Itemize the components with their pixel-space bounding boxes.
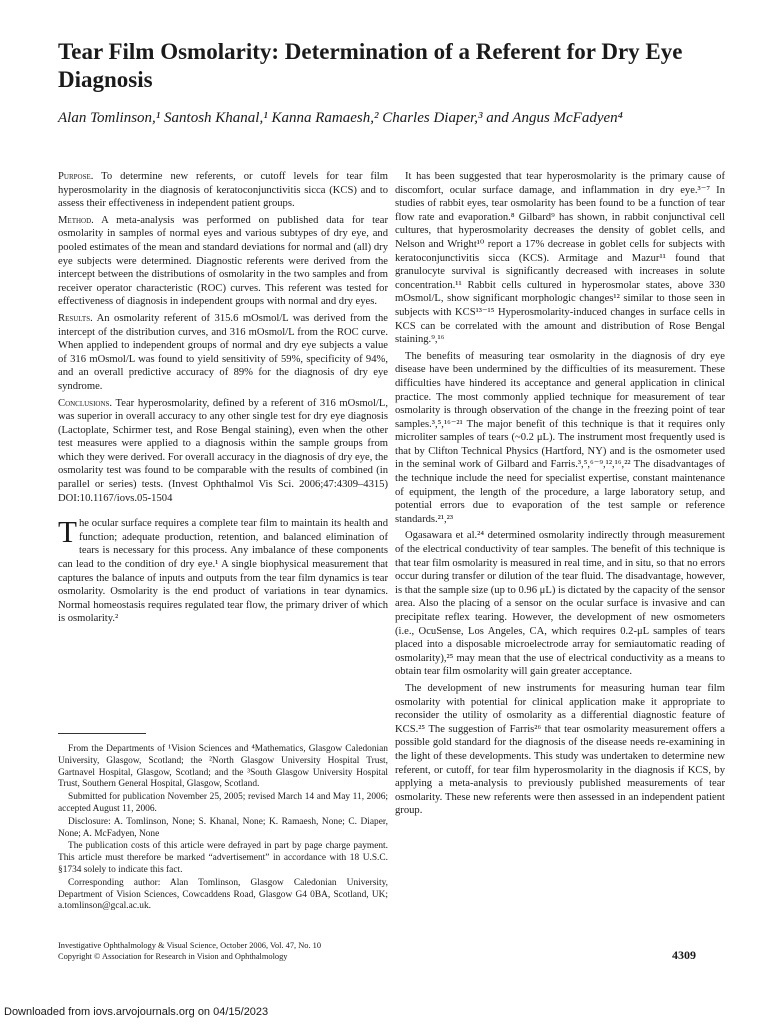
- intro-paragraph: [58, 514, 388, 626]
- right-column: [395, 170, 725, 821]
- abstract-text: Tear hyperosmolarity, defined by a referent of 316 mOsmol/L, was superior in overall accuracy to any other single test for dry eye diagnosis (Lactoplate, Schirmer test, and Rose Bengal staining), even when the other test measures were applied to a diagnosis within the sample groups from which they were derived. For overall accuracy in the diagnosis of dry eye, the osmolarity test was found to be comparable with the results of combined (in parallel or series) tests. (Invest Ophthalmol Vis Sci. 2006;47:4309–4315) DOI:10.1167/iovs.05-1504: [58, 397, 388, 504]
- journal-info: [58, 940, 388, 962]
- abstract-label: Purpose.: [58, 171, 94, 182]
- footnote-corresponding-author: Corresponding author: Alan Tomlinson, Glasgow Caledonian University, Department of Vision Sciences, Cowcaddens Road, Glasgow G4 0BA, Scotland, UK; a.tomlinson@gcal.ac.uk.: [58, 877, 388, 912]
- author-list: Alan Tomlinson,¹ Santosh Khanal,¹ Kanna Ramaesh,² Charles Diaper,³ and Angus McFadyen⁴: [58, 110, 623, 126]
- abstract-label: Method.: [58, 214, 94, 226]
- article-title: Tear Film Osmolarity: Determination of a Referent for Dry Eye Diagnosis: [58, 39, 683, 92]
- body-paragraph: Ogasawara et al.²⁴ determined osmolarity indirectly through measurement of the electrical conductivity of tear samples. The benefit of this technique is that tear film osmolarity is measured in real time, and in situ, so that no errors occur during transfer or dilution of the tear fluid. The disadvantage, however, is that the sample size (up to 0.96 μL) is dictated by the capacity of the sensor area. Also the placing of a sensor on the ocular surface is invasive and can precipitate reflex tearing. However, the development of new osmometers (i.e., OcuSense, Los Angeles, CA, which requires 0.2-μL samples of tears placed into a disposable microelectrode array for semiautomatic reading of osmolarity),²⁵ may mean that the use of electrical conductivity as a means to obtain tear film osmolarity will gain greater acceptance.: [395, 530, 725, 678]
- abstract-text: To determine new referents, or cutoff levels for tear film hyperosmolarity in the diagnosis of keratoconjunctivitis sicca (KCS) and to assess their effectiveness in independent patient groups.: [58, 171, 388, 210]
- footnote-disclosure: Disclosure: A. Tomlinson, None; S. Khanal, None; K. Ramaesh, None; C. Diaper, None; A. McFadyen, None: [58, 816, 388, 839]
- body-paragraph: The benefits of measuring tear osmolarity in the diagnosis of dry eye disease have been undermined by the difficulties of its measurement. These difficulties have hindered its acceptance and general application in clinical practice. The most commonly applied technique for measurement of tear osmolarity is through observation of the change in the freezing point of tear samples.³,⁵,¹⁶⁻²¹ The major benefit of this technique is that it requires only microliter samples of tears (~0.2 μL). The instrument most frequently used is that by Clifton Technical Physics (Hartford, NY) and is the osmometer used in the seminal work of Gilbard and Farris.³,⁵,⁶⁻⁹,¹²,¹⁶,²² The disadvantages of the technique include the need for specialist expertise, constant maintenance of equipment, the length of the procedure, a large laboratory setup, and potential errors due to evaporation of the test sample or reference standards.²¹,²³: [395, 350, 725, 525]
- left-column: [58, 170, 388, 629]
- body-paragraph: It has been suggested that tear hyperosmolarity is the primary cause of discomfort, ocular surface damage, and inflammation in dry eye.³⁻⁷ In studies of rabbit eyes, tear osmolarity has been found to be a function of tear flow rate and evaporation.⁸ Gilbard⁹ has shown, in rabbit conjunctival cell cultures, that hyperosmolarity decreases the density of goblet cells, and Nelson and Wright¹⁰ report a 17% decrease in goblet cells for subjects with keratoconjunctivitis sicca (KCS). Armitage and Mazur¹¹ found that granulocyte survival is significantly decreased with increases in solute concentration.¹¹ Rabbit cells cultured in hyperosmolar states, above 330 mOsmol/L, show significant morphologic changes¹² similar to those seen in subjects with KCS¹³⁻¹⁵ Hyperosmolarity-induced changes in surface cells in KCS can be correlated with the amount and distribution of Rose Bengal staining.⁹,¹⁶: [395, 171, 725, 346]
- abstract-method: [58, 214, 388, 309]
- journal-copyright: Copyright © Association for Research in Vision and Ophthalmology: [58, 952, 288, 961]
- footnote-affiliations: From the Departments of ¹Vision Sciences and ⁴Mathematics, Glasgow Caledonian University, Glasgow, Scotland; the ²North Glasgow University Hospital Trust, Gartnavel Hospital, Glasgow, Scotland; and the ³South Glasgow University Hospital Trust, Southern General Hospital, Glasgow, Scotland.: [58, 744, 388, 790]
- footnote-costs: The publication costs of this article were defrayed in part by page charge payment. This article must therefore be marked “advertisement” in accordance with 18 U.S.C. §1734 solely to indicate this fact.: [58, 841, 388, 875]
- page-number: 4309: [672, 948, 696, 962]
- drop-cap: T: [58, 514, 77, 550]
- footnote-divider: [58, 733, 146, 734]
- abstract-label: Conclusions.: [58, 397, 113, 409]
- abstract-results: [58, 312, 388, 394]
- download-note: Downloaded from iovs.arvojournals.org on 04/15/2023: [4, 1006, 269, 1018]
- abstract-text: An osmolarity referent of 315.6 mOsmol/L was derived from the intercept of the distribution curves, and 316 mOsmol/L from the ROC curve. When applied to independent groups of normal and dry eye subjects a value of 316 mOsmol/L was found to yield sensitivity of 59%, specificity of 94%, and an overall predictive accuracy of 89% for the diagnosis of dry eye syndrome.: [58, 312, 388, 392]
- footnote-submission: Submitted for publication November 25, 2005; revised March 14 and May 11, 2006; accepted August 11, 2006.: [58, 792, 388, 814]
- intro-text: he ocular surface requires a complete tear film to maintain its health and function; adequate production, retention, and balanced elimination of tears is necessary for this process. Any imbalance of these components can lead to the condition of dry eye.¹ A single biophysical measurement that captures the balance of inputs and outputs from the tear film dynamics is tear osmolarity. Osmolarity is the end product of variations in tear dynamics. Normal homeostasis requires regulated tear flow, the primary driver of which is osmolarity.²: [58, 518, 388, 625]
- abstract-purpose: [58, 170, 388, 211]
- body-paragraph: The development of new instruments for measuring human tear film osmolarity with potential for clinical application make it appropriate to reconsider the utility of osmolarity as a differential diagnostic feature of KCS.²⁵ The suggestion of Farris²⁶ that tear osmolarity measurement offers a possible gold standard for the diagnosis of the disease needs re-examining in the light of these developments. This study was undertaken to determine new referent, or cutoff, for tear film hyperosmolarity in the diagnosis if KCS, by applying a meta-analysis to previously published measurements of tear osmolarity. These new referents were then assessed in an independent patient group.: [395, 682, 725, 817]
- abstract-label: Results.: [58, 312, 93, 324]
- footnotes: [58, 744, 388, 914]
- abstract-conclusions: [58, 397, 388, 506]
- abstract-text: A meta-analysis was performed on published data for tear osmolarity in samples of normal eyes and various subtypes of dry eye, and pooled estimates of the mean and standard deviations for normal and (all) dry eye subjects were determined. Diagnostic referents were derived from the intercept between the distributions of osmolarity in the two samples and from receiver operator characteristic (ROC) curves. This referent was tested for effectiveness of diagnosis in independent groups with normal and dry eyes.: [58, 214, 388, 308]
- journal-citation: Investigative Ophthalmology & Visual Science, October 2006, Vol. 47, No. 10: [58, 941, 322, 950]
